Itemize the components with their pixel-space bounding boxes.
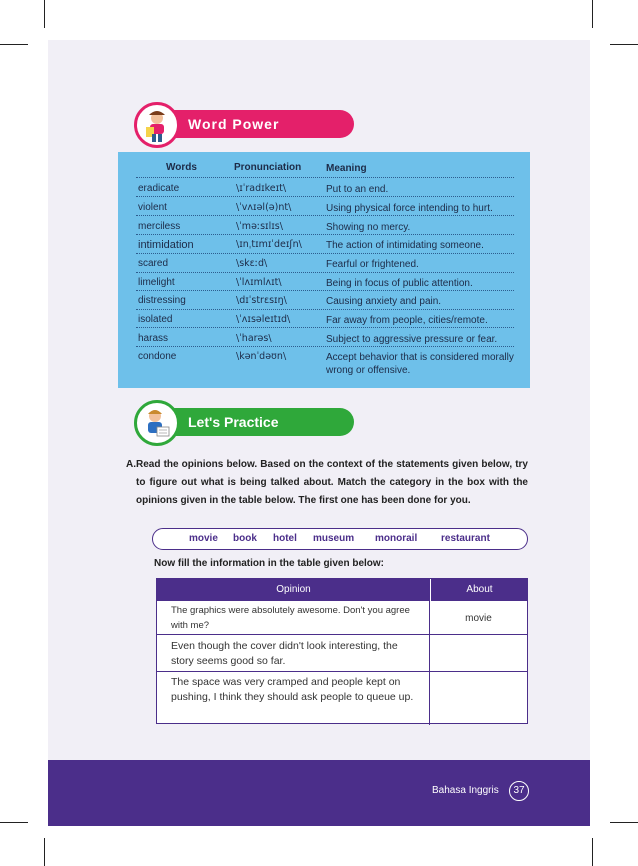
pronunciation: \ˈharəs\ (236, 333, 272, 344)
category-item: movie (189, 533, 218, 544)
row-divider (136, 272, 514, 273)
word: harass (138, 333, 169, 344)
meaning: Far away from people, cities/remote. (326, 315, 488, 326)
opinion-cell: The space was very cramped and people kept on pushing, I think they should ask people to queue up. (171, 676, 414, 703)
word: merciless (138, 221, 181, 232)
crop-mark (610, 44, 638, 45)
pronunciation: \ˈvʌɪəl(ə)nt\ (236, 202, 292, 213)
meaning: The action of intimidating someone. (326, 240, 484, 251)
lets-practice-title: Let's Practice (188, 414, 279, 430)
row-divider (136, 346, 514, 347)
meaning: Put to an end. (326, 184, 389, 195)
word: eradicate (138, 183, 180, 194)
pronunciation: \ˈməːsɪlɪs\ (236, 221, 283, 232)
category-item: book (233, 533, 257, 544)
row-divider (136, 234, 514, 235)
row-divider (136, 196, 514, 197)
word: isolated (138, 314, 173, 325)
about-cell: movie (465, 613, 492, 624)
subject-name: Bahasa Inggris (432, 785, 499, 796)
category-item: restaurant (441, 533, 490, 544)
reading-child-icon (134, 102, 180, 148)
header-about: About (430, 579, 528, 601)
pronunciation: \ɪnˌtɪmɪˈdeɪʃn\ (236, 239, 302, 250)
word: limelight (138, 277, 175, 288)
category-item: museum (313, 533, 355, 544)
pronunciation: \ˈlʌɪmlʌɪt\ (236, 277, 282, 288)
crop-mark (0, 822, 28, 823)
meaning: Accept behavior that is considered morally wrong or offensive. (326, 352, 514, 376)
row-divider (136, 177, 514, 178)
word-row (136, 292, 514, 310)
word-row (136, 348, 514, 378)
word-power-title: Word Power (188, 116, 280, 132)
pronunciation: \ɪˈradɪkeɪt\ (236, 183, 287, 194)
category-box (152, 528, 528, 550)
crop-mark (0, 44, 28, 45)
writing-child-icon (134, 400, 180, 446)
word-row (136, 236, 514, 254)
row-divider (157, 634, 527, 635)
row-divider (157, 671, 527, 672)
word: condone (138, 351, 177, 362)
opinion-cell: The graphics were absolutely awesome. Don't you agree with me? (171, 605, 410, 631)
category-item: monorail (375, 533, 418, 544)
word: intimidation (138, 239, 194, 251)
fill-instruction: Now fill the information in the table given below: (154, 558, 385, 569)
row-divider (136, 253, 514, 254)
category-item: hotel (273, 533, 297, 544)
crop-mark (592, 0, 593, 28)
instruction-text (126, 456, 528, 510)
meaning: Causing anxiety and pain. (326, 296, 442, 307)
pronunciation: \kənˈdəʊn\ (236, 351, 287, 362)
word-row (136, 255, 514, 273)
row-divider (136, 290, 514, 291)
crop-mark (44, 838, 45, 866)
row-divider (136, 215, 514, 216)
row-divider (136, 327, 514, 328)
row-divider (136, 309, 514, 310)
header-pronunciation: Pronunciation (234, 162, 302, 173)
word: violent (138, 202, 167, 213)
meaning: Subject to aggressive pressure or fear. (326, 334, 498, 345)
meaning: Fearful or frightened. (326, 259, 419, 270)
header-meaning: Meaning (326, 163, 367, 174)
crop-mark (44, 0, 45, 28)
crop-mark (610, 822, 638, 823)
opinion-table (156, 578, 528, 724)
meaning: Showing no mercy. (326, 222, 411, 233)
word: scared (138, 258, 169, 269)
word: distressing (138, 295, 186, 306)
instruction-body: Read the opinions below. Based on the context of the statements given below, try to figure out what is being talked about. Match the category in the box with the opinions given in the table below. The first one has been done for you. (136, 459, 528, 506)
crop-mark (592, 838, 593, 866)
exercise-label: A. (126, 459, 136, 470)
meaning: Being in focus of public attention. (326, 278, 473, 289)
page-number: 37 (509, 781, 529, 801)
pronunciation: \skɛːd\ (236, 258, 268, 269)
pronunciation: \dɪˈstrɛsɪŋ\ (236, 295, 287, 306)
opinion-cell: Even though the cover didn't look interesting, the story seems good so far. (171, 640, 398, 667)
header-words: Words (166, 162, 197, 173)
meaning: Using physical force intending to hurt. (326, 203, 493, 214)
pronunciation: \ˈʌɪsəleɪtɪd\ (236, 314, 291, 325)
header-opinion: Opinion (157, 579, 430, 601)
